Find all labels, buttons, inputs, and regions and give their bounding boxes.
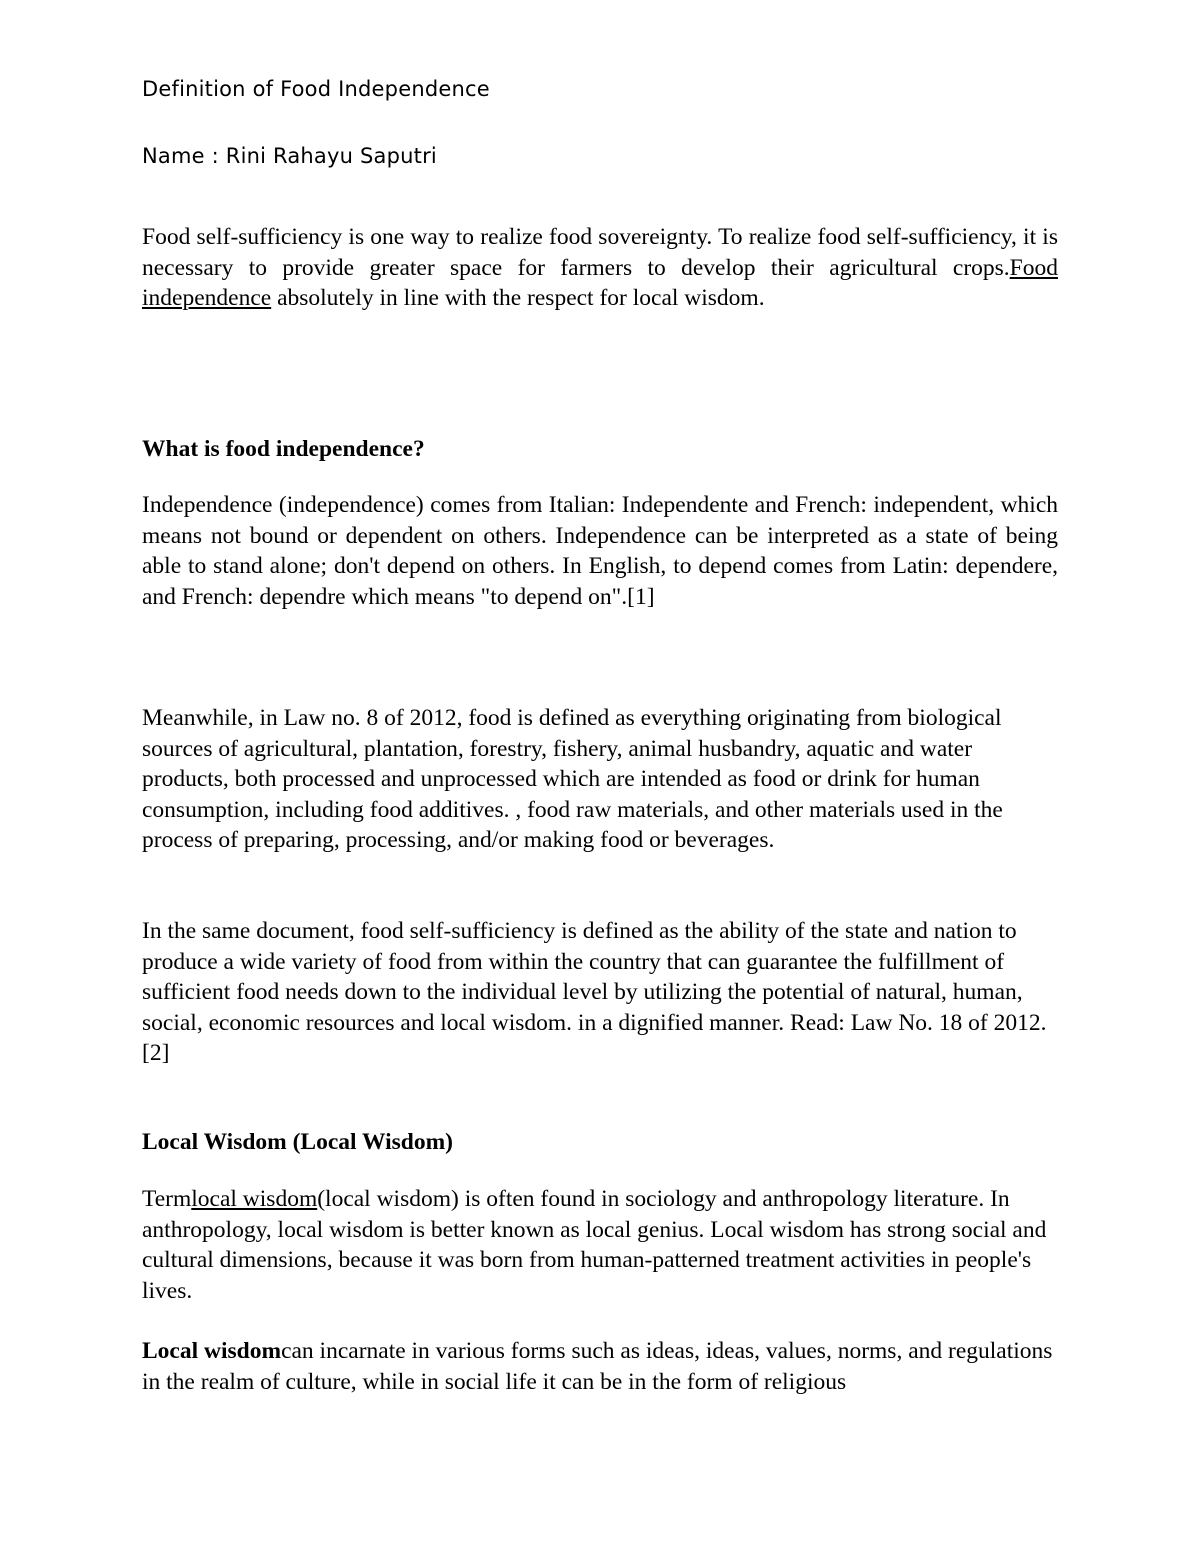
author-name-line: Name : Rini Rahayu Saputri	[142, 144, 437, 168]
local-wisdom-forms-text: can incarnate in various forms such as ideas, ideas, values, norms, and regulations in the realm of culture, while in social life it can be in the form of religious	[142, 1338, 1053, 1395]
local-wisdom-term-paragraph	[142, 1184, 1058, 1306]
document-title: Definition of Food Independence	[142, 77, 490, 101]
section-heading-what-is-food-independence: What is food independence?	[142, 436, 425, 462]
self-sufficiency-definition-paragraph: In the same document, food self-sufficiency is defined as the ability of the state and nation to produce a wide variety of food from within the country that can guarantee the fulfillment of sufficient food needs down to the individual level by utilizing the potential of natural, human, social, economic resources and local wisdom. in a dignified manner. Read: Law No. 18 of 2012. [2]	[142, 918, 1047, 1066]
law-food-definition-paragraph: Meanwhile, in Law no. 8 of 2012, food is defined as everything originating from biological sources of agricultural, plantation, forestry, fishery, animal husbandry, aquatic and water products, both processed and unprocessed which are intended as food or drink for human consumption, including food additives. , food raw materials, and other materials used in the process of preparing, processing, and/or making food or beverages.	[142, 705, 1003, 853]
independence-definition-paragraph: Independence (independence) comes from Italian: Independente and French: independent, which means not bound or dependent on others. Independence can be interpreted as a state of being able to stand alone; don't depend on others. In English, to depend comes from Latin: dependere, and French: dependre which means "to depend on".[1]	[142, 492, 1058, 610]
intro-text-before-link: Food self-sufficiency is one way to realize food sovereignty. To realize food self-sufficiency, it is necessary to provide greater space for farmers to develop their agricultural crops.	[142, 224, 1058, 281]
food-independence-link[interactable]: Food independence	[142, 254, 1058, 311]
local-wisdom-link[interactable]: local wisdom	[191, 1186, 318, 1212]
intro-text-after-link: absolutely in line with the respect for local wisdom.	[271, 285, 765, 311]
intro-paragraph	[142, 222, 1058, 314]
term-prefix: Term	[142, 1186, 192, 1212]
local-wisdom-bold-lead: Local wisdom	[142, 1338, 282, 1364]
section-heading-local-wisdom: Local Wisdom (Local Wisdom)	[142, 1129, 453, 1155]
local-wisdom-forms-paragraph	[142, 1336, 1058, 1397]
term-rest-text: (local wisdom) is often found in sociology and anthropology literature. In anthropology, local wisdom is better known as local genius. Local wisdom has strong social and cultural dimensions, because it was born from human-patterned treatment activities in people's lives.	[142, 1186, 1047, 1304]
